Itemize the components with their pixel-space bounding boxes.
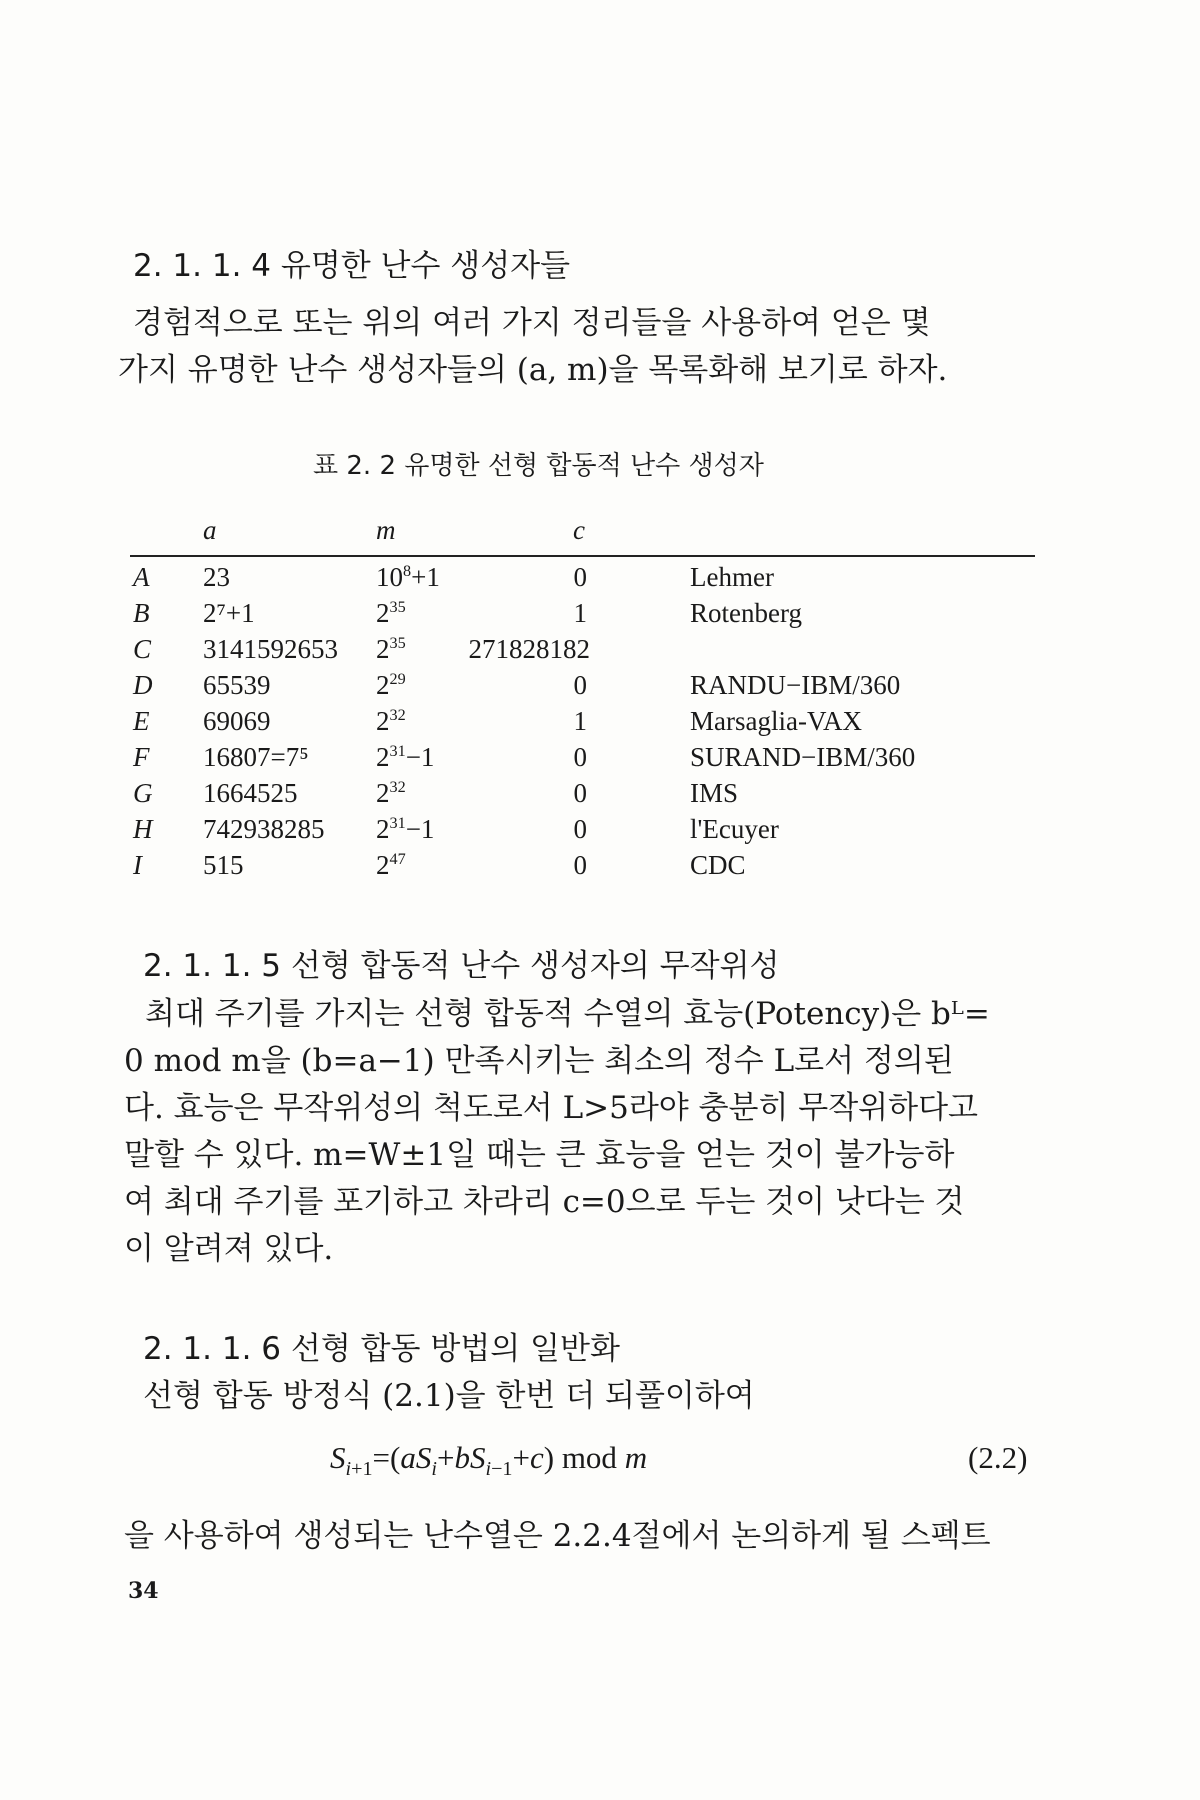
table-cell-c: 0 [573, 850, 587, 880]
m-exponent: 47 [389, 850, 406, 868]
m-base: 2 [376, 706, 390, 736]
m-suffix: +1 [411, 562, 440, 592]
m-exponent: 31 [389, 742, 406, 760]
table-row-label: D [133, 670, 153, 700]
m-exponent: 35 [389, 634, 406, 652]
table-row-label: I [133, 850, 142, 880]
table-row-label: F [133, 742, 150, 772]
table-cell-c: 271828182 [468, 634, 590, 664]
table-cell-a: 3141592653 [203, 634, 338, 664]
equation-2-2: $S_{i+1}=(aS_i+bS_{i-1}+c)$ mod m [330, 1440, 648, 1481]
table-header-a: a [203, 515, 217, 545]
paragraph-line: 경험적으로 또는 위의 여러 가지 정리들을 사용하여 얻은 몇 [133, 305, 931, 341]
m-suffix: −1 [405, 742, 435, 772]
m-base: 2 [376, 634, 390, 664]
table-cell-m [376, 778, 406, 809]
table-cell-m [376, 742, 434, 773]
table-cell-m [376, 706, 406, 737]
table-cell-c: 0 [573, 778, 587, 808]
table-row-label: E [133, 706, 150, 736]
table-cell-a: 65539 [203, 670, 271, 700]
table-row-label: A [133, 562, 150, 592]
table-cell-m [376, 670, 406, 701]
table-cell-a: 23 [203, 562, 230, 592]
table-cell-m [376, 562, 440, 593]
table-caption: 표 2. 2 유명한 선형 합동적 난수 생성자 [313, 451, 764, 481]
table-cell-name: Rotenberg [690, 598, 802, 628]
table-cell-c: 0 [573, 814, 587, 844]
paragraph-line: 0 mod m을 (b=a−1) 만족시키는 최소의 정수 L로서 정의된 [124, 1043, 954, 1079]
table-row-label: H [133, 814, 153, 844]
table-cell-c: 0 [573, 742, 587, 772]
equation-number: (2.2) [968, 1440, 1028, 1475]
table-cell-name: SURAND−IBM/360 [690, 742, 916, 772]
table-cell-name: Lehmer [690, 562, 774, 592]
section-heading-2-1-1-4: 2. 1. 1. 4 유명한 난수 생성자들 [133, 248, 571, 284]
table-cell-name: RANDU−IBM/360 [690, 670, 901, 700]
m-suffix: −1 [405, 814, 435, 844]
table-cell-name: CDC [690, 850, 746, 880]
table-row-label: G [133, 778, 153, 808]
paragraph-line: 가지 유명한 난수 생성자들의 (a, m)을 목록화해 보기로 하자. [118, 352, 948, 388]
m-base: 2 [376, 742, 390, 772]
table-cell-c: 0 [573, 562, 587, 592]
paragraph-line: 여 최대 주기를 포기하고 차라리 c=0으로 두는 것이 낫다는 것 [124, 1184, 965, 1220]
m-base: 2 [376, 850, 390, 880]
table-row-label: B [133, 598, 150, 628]
paragraph-line: 다. 효능은 무작위성의 척도로서 L>5라야 충분히 무작위하다고 [124, 1090, 978, 1126]
table-row-label: C [133, 634, 152, 664]
table-cell-m [376, 850, 406, 881]
table-cell-name: l'Ecuyer [690, 814, 779, 844]
paragraph-line: 을 사용하여 생성되는 난수열은 2.2.4절에서 논의하게 될 스펙트 [124, 1518, 991, 1554]
table-cell-a: 1664525 [203, 778, 298, 808]
table-cell-m [376, 634, 406, 665]
table-cell-a: 742938285 [203, 814, 325, 844]
paragraph-line: 말할 수 있다. m=W±1일 때는 큰 효능을 얻는 것이 불가능하 [124, 1137, 955, 1173]
paragraph-line: 선형 합동 방정식 (2.1)을 한번 더 되풀이하여 [143, 1378, 755, 1414]
section-heading-2-1-1-5: 2. 1. 1. 5 선형 합동적 난수 생성자의 무작위성 [143, 948, 780, 984]
m-exponent: 8 [403, 562, 412, 580]
table-cell-c: 0 [573, 670, 587, 700]
table-cell-a: 69069 [203, 706, 271, 736]
m-base: 10 [376, 562, 403, 592]
m-exponent: 31 [389, 814, 406, 832]
table-header-m: m [376, 515, 396, 545]
table-cell-m [376, 814, 434, 845]
table-cell-c: 1 [573, 706, 587, 736]
table-cell-m [376, 598, 406, 629]
table-rule [130, 555, 1035, 557]
paragraph-line: 최대 주기를 가지는 선형 합동적 수열의 효능(Potency)은 bᴸ= [145, 996, 990, 1032]
page-number: 34 [128, 1578, 159, 1604]
m-exponent: 32 [389, 778, 406, 796]
m-exponent: 35 [389, 598, 406, 616]
m-base: 2 [376, 814, 390, 844]
section-heading-2-1-1-6: 2. 1. 1. 6 선형 합동 방법의 일반화 [143, 1331, 620, 1367]
table-cell-a: 16807=7⁵ [203, 742, 309, 772]
m-exponent: 29 [389, 670, 406, 688]
table-cell-name: Marsaglia-VAX [690, 706, 862, 736]
m-base: 2 [376, 598, 390, 628]
m-base: 2 [376, 778, 390, 808]
table-cell-name: IMS [690, 778, 739, 808]
m-base: 2 [376, 670, 390, 700]
m-exponent: 32 [389, 706, 406, 724]
table-cell-c: 1 [573, 598, 587, 628]
table-cell-a: 515 [203, 850, 244, 880]
table-cell-a: 2⁷+1 [203, 598, 255, 628]
paragraph-line: 이 알려져 있다. [124, 1231, 334, 1267]
table-header-c: c [573, 515, 585, 545]
